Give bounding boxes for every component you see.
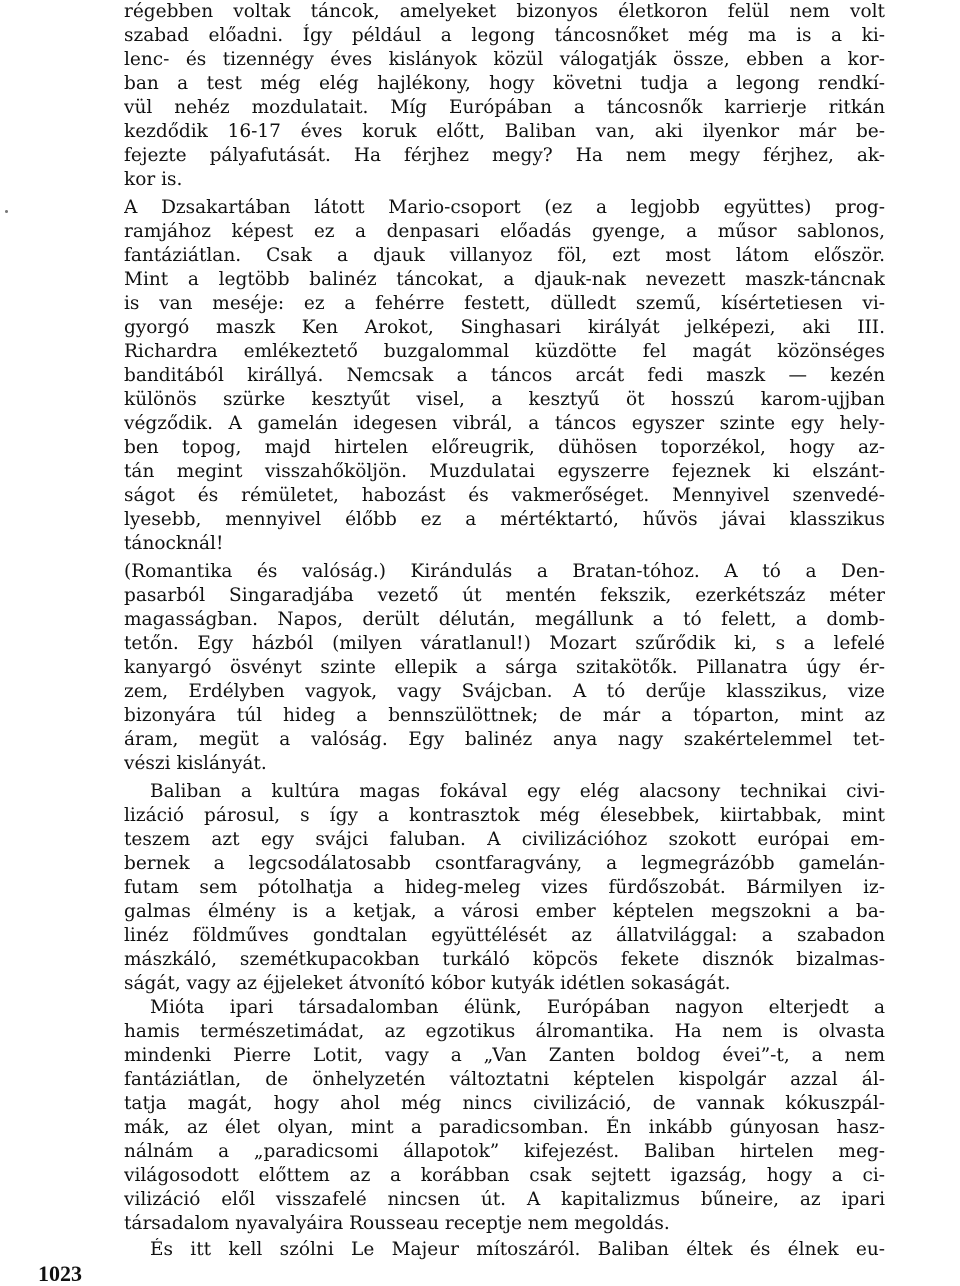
text-line: is van meséje: ez a fehérre festett, dülledt szemű, kísértetiesen vi-: [124, 293, 885, 314]
text-line: Baliban a kultúra magas fokával egy elég alacsony technikai civi-: [150, 781, 885, 802]
text-line: lenc- és tizennégy éves kislányok közül válogatják össze, ebben a kor-: [124, 49, 885, 70]
text-line: fejezte pályafutását. Ha férjhez megy? Ha nem megy férjhez, ak-: [124, 145, 885, 166]
text-line: bernek a legcsodálatosabb csontfaragvány, a legmegrázóbb gamelán-: [124, 853, 885, 874]
text-line: tánocknál!: [124, 533, 224, 554]
text-line: mászkáló, szemétkupacokban turkáló köpcös fekete disznók bizalmas-: [124, 949, 885, 970]
text-line: végződik. A gamelán idegesen vibrál, a táncos egyszer szinte egy hely-: [124, 413, 885, 434]
text-line: kezdődik 16-17 éves koruk előtt, Baliban van, aki ilyenkor már be-: [124, 121, 885, 142]
text-line: régebben voltak táncok, amelyeket bizonyos életkoron felül nem volt: [124, 1, 885, 22]
text-line: nálnám a „paradicsomi állapotok” kifejezést. Baliban hirtelen meg-: [124, 1141, 885, 1162]
text-line: lyesebb, mennyivel élőbb ez a mértéktartó, hűvös jávai klasszikus: [124, 509, 885, 530]
text-line: A Dzsakartában látott Mario-csoport (ez a legjobb együttes) prog-: [124, 197, 885, 218]
text-line: különös szürke kesztyűt visel, a kesztyű öt hosszú karom-ujjban: [124, 389, 885, 410]
text-line: vészi kislányát.: [124, 753, 267, 774]
text-line: És itt kell szólni Le Majeur mítoszáról. Baliban éltek és élnek eu-: [150, 1239, 885, 1260]
text-line: pasarból Singaradjába vezető út mentén fekszik, ezerkétszáz méter: [124, 585, 885, 606]
text-line: vül nehéz mozdulatait. Míg Európában a táncosnők karrierje ritkán: [124, 97, 885, 118]
text-line: világosodott előttem az a korábban csak sejtett igazság, hogy a ci-: [124, 1165, 885, 1186]
text-line: tán megint visszahőköljön. Muzdulatai egyszerre fejeznek ki elszánt-: [124, 461, 885, 482]
text-line: teszem azt egy svájci faluban. A civilizációhoz szokott európai em-: [124, 829, 885, 850]
text-line: ságot és rémületet, habozást és vakmerőséget. Mennyivel szenvedé-: [124, 485, 885, 506]
text-line: (Romantika és valóság.) Kirándulás a Bratan-tóhoz. A tó a Den-: [124, 561, 885, 582]
text-line: fantáziátlan. Csak a djauk villanyoz föl, ezt most látom először.: [124, 245, 885, 266]
text-line: magasságban. Napos, derült délután, megállunk a tó felett, a domb-: [124, 609, 885, 630]
text-line: tatja magát, hogy ahol még nincs civilizáció, de vannak kókuszpál-: [124, 1093, 885, 1114]
text-line: ban a test még elég hajlékony, hogy követni tudja a legong rendkí-: [124, 73, 885, 94]
text-line: galmas élmény is a ketjak, a városi ember képtelen megszokni a ba-: [124, 901, 885, 922]
text-line: Richardra emlékeztető buzgalommal küzdötte fel magát közönséges: [124, 341, 885, 362]
text-line: Mint a legtöbb balinéz táncokat, a djauk-nak nevezett maszk-táncnak: [124, 269, 885, 290]
text-line: ramjához képest ez a denpasari előadás gyenge, a műsor sablonos,: [124, 221, 885, 242]
text-line: kor is.: [124, 169, 183, 190]
text-line: zem, Erdélyben vagyok, vagy Svájcban. A tó derűje klasszikus, vize: [124, 681, 885, 702]
text-line: tetőn. Egy házból (milyen váratlanul!) Mozart szűrődik ki, s a lefelé: [124, 633, 885, 654]
text-line: bizonyára túl hideg a bennszülöttnek; de már a tóparton, mint az: [124, 705, 885, 726]
scan-speck: [5, 210, 8, 213]
text-line: kanyargó ösvényt szinte ellepik a sárga szitakötők. Pillanatra úgy ér-: [124, 657, 885, 678]
text-line: szabad előadni. Így például a legong táncosnőket még ma is a ki-: [124, 25, 885, 46]
text-line: társadalom nyavalyáira Rousseau receptje nem megoldás.: [124, 1213, 670, 1234]
text-line: vilizáció elől visszafelé nincsen út. A kapitalizmus bűneire, az ipari: [124, 1189, 885, 1210]
text-line: mindenki Pierre Lotit, vagy a „Van Zanten boldog évei”-t, a nem: [124, 1045, 885, 1066]
text-line: ben topog, majd hirtelen előreugrik, dühösen toporzékol, hogy az-: [124, 437, 885, 458]
text-line: fantáziátlan, de önhelyzetén változtatni képtelen kispolgár azzal ál-: [124, 1069, 885, 1090]
text-line: banditából királlyá. Nemcsak a táncos arcát fedi maszk — kezén: [124, 365, 885, 386]
text-line: Mióta ipari társadalomban élünk, Európában nagyon elterjedt a: [150, 997, 885, 1018]
text-line: gyorgó maszk Ken Arokot, Singhasari királyát jelképezi, aki III.: [124, 317, 885, 338]
text-line: lizáció párosul, s így a kontrasztok még élesebbek, kiirtabbak, mint: [124, 805, 885, 826]
text-line: mák, az élet olyan, mint a paradicsomban. Én inkább gúnyosan hasz-: [124, 1117, 885, 1138]
page-number: 1023: [38, 1261, 82, 1286]
text-line: ságát, vagy az éjjeleket átvonító kóbor kutyák idétlen sokaságát.: [124, 973, 731, 994]
text-line: futam sem pótolhatja a hideg-meleg vizes fürdőszobát. Bármilyen iz-: [124, 877, 885, 898]
text-line: hamis természetimádat, az egzotikus álromantika. Ha nem is olvasta: [124, 1021, 885, 1042]
text-line: linéz földműves gondtalan együttélését az állatvilággal: a szabadon: [124, 925, 885, 946]
text-line: áram, megüt a valóság. Egy balinéz anya nagy szakértelemmel tet-: [124, 729, 885, 750]
